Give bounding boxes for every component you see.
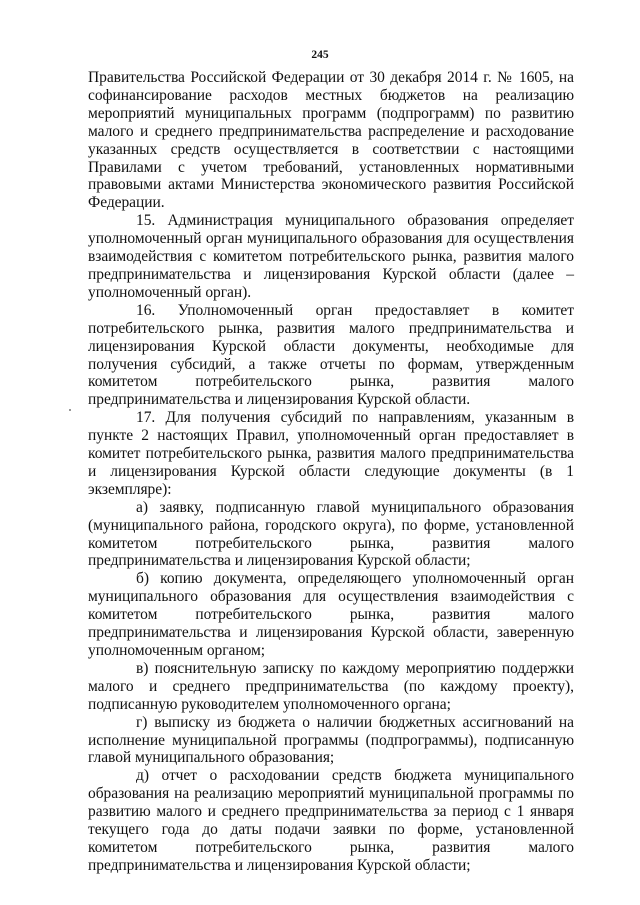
document-body [88, 69, 574, 875]
paragraph-item-15: 15. Администрация муниципального образования определяет уполномоченный орган муниципального образования для осуществления взаимодействия с комитетом потребительского рынка, развития малого предпринимательства и лицензирования Курской области (далее – уполномоченный орган). [88, 212, 574, 301]
paragraph-item-17: 17. Для получения субсидий по направлениям, указанным в пункте 2 настоящих Правил, уполномоченный орган предоставляет в комитет потребительского рынка, развития малого предпринимательства и лицензирования Курской области следующие документы (в 1 экземпляре): [88, 409, 574, 498]
subparagraph-d: д) отчет о расходовании средств бюджета муниципального образования на реализацию мероприятий муниципальной программы по развитию малого и среднего предпринимательства за период с 1 января текущего года до даты подачи заявки по форме, установленной комитетом потребительского рынка, развития малого предпринимательства и лицензирования Курской области; [88, 767, 574, 874]
margin-mark [69, 409, 71, 411]
subparagraph-a: а) заявку, подписанную главой муниципального образования (муниципального района, городского округа), по форме, установленной комитетом потребительского рынка, развития малого предпринимательства и лицензирования Курской области; [88, 498, 574, 570]
subparagraph-b: б) копию документа, определяющего уполномоченный орган муниципального образования для осуществления взаимодействия с комитетом потребительского рынка, развития малого предпринимательства и лицензирования Курской области, заверенную уполномоченным органом; [88, 570, 574, 659]
page-number: 245 [311, 49, 329, 61]
paragraph-item-16: 16. Уполномоченный орган предоставляет в комитет потребительского рынка, развития малого предпринимательства и лицензирования Курской области документы, необходимые для получения субсидий, а также отчеты по формам, утвержденным комитетом потребительского рынка, развития малого предпринимательства и лицензирования Курской области. [88, 301, 574, 409]
paragraph-continuation: Правительства Российской Федерации от 30 декабря 2014 г. № 1605, на софинансирование расходов местных бюджетов на реализацию мероприятий муниципальных программ (подпрограмм) по развитию малого и среднего предпринимательства распределение и расходование указанных средств осуществляется в соответствии с настоящими Правилами с учетом требований, установленных нормативными правовыми актами Министерства экономического развития Российской Федерации. [88, 69, 574, 212]
subparagraph-v: в) пояснительную записку по каждому мероприятию поддержки малого и среднего предпринимательства (по каждому проекту), подписанную руководителем уполномоченного органа; [88, 659, 574, 713]
subparagraph-g: г) выписку из бюджета о наличии бюджетных ассигнований на исполнение муниципальной программы (подпрограммы), подписанную главой муниципального образования; [88, 713, 574, 767]
